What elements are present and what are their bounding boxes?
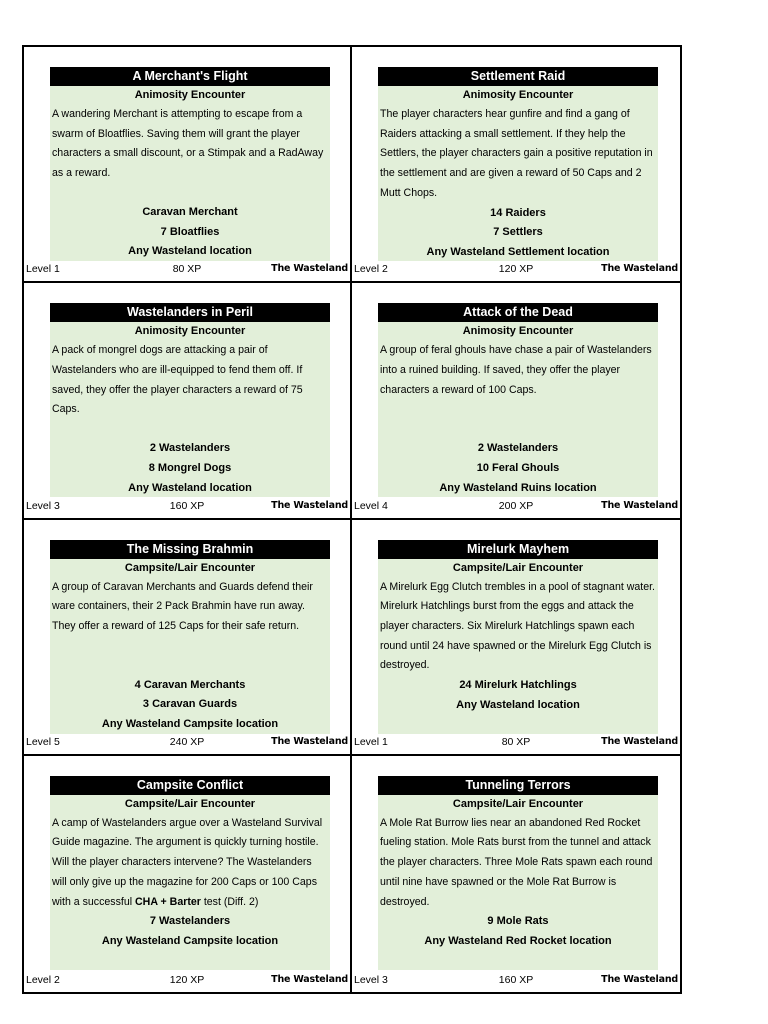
encounter-type: Campsite/Lair Encounter bbox=[452, 561, 584, 574]
spawn-line: Any Wasteland Settlement location bbox=[426, 245, 610, 258]
encounter-spawns bbox=[50, 676, 330, 735]
encounter-type: Campsite/Lair Encounter bbox=[124, 561, 256, 574]
encounter-panel bbox=[378, 67, 658, 261]
xp-label: 80 XP bbox=[501, 735, 531, 748]
encounter-card bbox=[24, 47, 352, 283]
encounter-title: Mirelurk Mayhem bbox=[378, 540, 658, 559]
spawn-line: 7 Bloatflies bbox=[160, 225, 220, 238]
spawn-line: 24 Mirelurk Hatchlings bbox=[459, 679, 577, 692]
spawn-line: 4 Caravan Merchants bbox=[134, 678, 246, 691]
encounter-type: Animosity Encounter bbox=[462, 89, 574, 101]
encounter-panel bbox=[378, 776, 658, 970]
spawn-line: Caravan Merchant bbox=[142, 206, 238, 218]
level-label: Level 4 bbox=[354, 499, 388, 512]
spawn-line: Any Wasteland Campsite location bbox=[101, 717, 279, 730]
description-text: A group of Caravan Merchants and Guards defend their ware containers, their 2 Pack Brahmin have run away. They offer a reward of 125 Caps for their safe return. bbox=[52, 580, 313, 632]
level-label: Level 3 bbox=[26, 499, 60, 512]
region-label: The Wasteland bbox=[271, 735, 348, 747]
encounter-title: Settlement Raid bbox=[378, 67, 658, 86]
encounter-title: The Missing Brahmin bbox=[50, 540, 330, 559]
region-label: The Wasteland bbox=[271, 499, 348, 511]
encounter-description bbox=[378, 814, 658, 913]
spawn-line: 14 Raiders bbox=[490, 206, 546, 219]
encounter-spawns bbox=[50, 203, 330, 262]
encounter-description bbox=[50, 341, 330, 439]
encounter-description bbox=[50, 814, 330, 913]
description-text: The player characters hear gunfire and find a gang of Raiders attacking a small settlement. If they help the Settlers, the player characters gain a positive reputation in the settlement and are given a reward of 50 Caps and 2 Mutt Chops. bbox=[380, 108, 653, 199]
description-text: test (Diff. 2) bbox=[200, 895, 259, 908]
encounter-spawns bbox=[378, 439, 658, 498]
encounter-title: Attack of the Dead bbox=[378, 303, 658, 322]
description-text: A Mirelurk Egg Clutch trembles in a pool of stagnant water. Mirelurk Hatchlings burst from the eggs and attack the player characters. Six Mirelurk Hatchlings spawn each round until 24 have spawned or the Mirelurk Egg Clutch is destroyed. bbox=[380, 580, 655, 672]
spawn-line: Any Wasteland Campsite location bbox=[101, 934, 279, 947]
spawn-line: 8 Mongrel Dogs bbox=[148, 461, 232, 474]
spawn-line: Any Wasteland location bbox=[128, 245, 252, 258]
region-label: The Wasteland bbox=[271, 263, 348, 275]
encounter-card bbox=[352, 756, 680, 992]
card-footer bbox=[24, 500, 350, 516]
xp-label: 160 XP bbox=[169, 499, 205, 512]
description-text: A camp of Wastelanders argue over a Wasteland Survival Guide magazine. The argument is quickly turning hostile. Will the player characters intervene? The Wastelanders will only give up the magazine for 200 Caps or 100 Caps with a successful bbox=[52, 816, 323, 908]
card-footer bbox=[24, 974, 350, 990]
encounter-card bbox=[24, 283, 352, 519]
encounter-card bbox=[352, 47, 680, 283]
encounter-panel bbox=[378, 540, 658, 734]
xp-label: 80 XP bbox=[172, 263, 202, 276]
level-label: Level 2 bbox=[26, 974, 60, 986]
encounter-card-grid bbox=[22, 45, 682, 994]
spawn-line: Any Wasteland location bbox=[128, 481, 252, 494]
card-footer bbox=[24, 263, 350, 279]
spawn-line: Any Wasteland Ruins location bbox=[439, 481, 597, 494]
xp-label: 120 XP bbox=[169, 974, 205, 986]
encounter-type: Animosity Encounter bbox=[462, 325, 574, 338]
description-text: A wandering Merchant is attempting to escape from a swarm of Bloatflies. Saving them will grant the player characters a small discount, or a Stimpak and a RadAway as a reward. bbox=[52, 108, 324, 180]
encounter-type: Campsite/Lair Encounter bbox=[124, 797, 256, 810]
card-footer bbox=[352, 500, 680, 516]
encounter-card bbox=[24, 520, 352, 756]
encounter-spawns bbox=[378, 912, 658, 951]
encounter-spawns bbox=[50, 912, 330, 951]
encounter-panel bbox=[50, 776, 330, 970]
region-label: The Wasteland bbox=[271, 974, 348, 985]
description-bold-text: CHA + Barter bbox=[135, 895, 201, 908]
encounter-description bbox=[50, 578, 330, 676]
encounter-card bbox=[352, 283, 680, 519]
encounter-title: Campsite Conflict bbox=[50, 776, 330, 795]
encounter-type: Animosity Encounter bbox=[134, 325, 246, 338]
card-footer bbox=[352, 263, 680, 279]
xp-label: 160 XP bbox=[498, 974, 534, 986]
description-text: A group of feral ghouls have chase a pair of Wastelanders into a ruined building. If saved, they offer the player characters a reward of 100 Caps. bbox=[380, 344, 652, 396]
description-text: A pack of mongrel dogs are attacking a pair of Wastelanders who are ill-equipped to fend them off. If saved, they offer the player characters a reward of 75 Caps. bbox=[52, 344, 303, 416]
encounter-panel bbox=[378, 303, 658, 497]
encounter-description bbox=[378, 105, 658, 204]
xp-label: 120 XP bbox=[498, 263, 534, 276]
spawn-line: Any Wasteland location bbox=[456, 698, 580, 711]
xp-label: 240 XP bbox=[169, 735, 205, 748]
card-footer bbox=[352, 974, 680, 990]
level-label: Level 5 bbox=[26, 735, 60, 748]
xp-label: 200 XP bbox=[498, 499, 534, 512]
encounter-panel bbox=[50, 303, 330, 497]
spawn-line: 2 Wastelanders bbox=[149, 442, 231, 455]
encounter-panel bbox=[50, 540, 330, 734]
level-label: Level 3 bbox=[354, 974, 388, 986]
encounter-spawns bbox=[378, 676, 658, 715]
encounter-panel bbox=[50, 67, 330, 261]
level-label: Level 1 bbox=[354, 735, 388, 748]
region-label: The Wasteland bbox=[601, 735, 678, 747]
encounter-description bbox=[378, 578, 658, 677]
encounter-card bbox=[352, 520, 680, 756]
encounter-spawns bbox=[378, 204, 658, 263]
region-label: The Wasteland bbox=[601, 974, 678, 985]
spawn-line: 3 Caravan Guards bbox=[142, 698, 238, 711]
encounter-description bbox=[50, 105, 330, 203]
level-label: Level 2 bbox=[354, 263, 388, 276]
spawn-line: 7 Settlers bbox=[493, 226, 543, 239]
spawn-line: 10 Feral Ghouls bbox=[476, 461, 560, 474]
encounter-title: Tunneling Terrors bbox=[378, 776, 658, 795]
region-label: The Wasteland bbox=[601, 263, 678, 275]
level-label: Level 1 bbox=[26, 263, 60, 276]
card-footer bbox=[352, 736, 680, 752]
card-footer bbox=[24, 736, 350, 752]
description-text: A Mole Rat Burrow lies near an abandoned Red Rocket fueling station. Mole Rats burst from the tunnel and attack the player characters. Three Mole Rats spawn each round until nine have spawned or the Mole Rat Burrow is destroyed. bbox=[380, 816, 653, 908]
encounter-title: A Merchant's Flight bbox=[50, 67, 330, 86]
encounter-card bbox=[24, 756, 352, 992]
region-label: The Wasteland bbox=[601, 499, 678, 511]
spawn-line: 9 Mole Rats bbox=[487, 915, 549, 928]
spawn-line: 2 Wastelanders bbox=[477, 442, 559, 455]
spawn-line: 7 Wastelanders bbox=[149, 915, 231, 928]
encounter-type: Campsite/Lair Encounter bbox=[452, 797, 584, 810]
encounter-type: Animosity Encounter bbox=[134, 89, 246, 101]
encounter-title: Wastelanders in Peril bbox=[50, 303, 330, 322]
spawn-line: Any Wasteland Red Rocket location bbox=[424, 934, 612, 947]
encounter-spawns bbox=[50, 439, 330, 498]
encounter-description bbox=[378, 341, 658, 439]
